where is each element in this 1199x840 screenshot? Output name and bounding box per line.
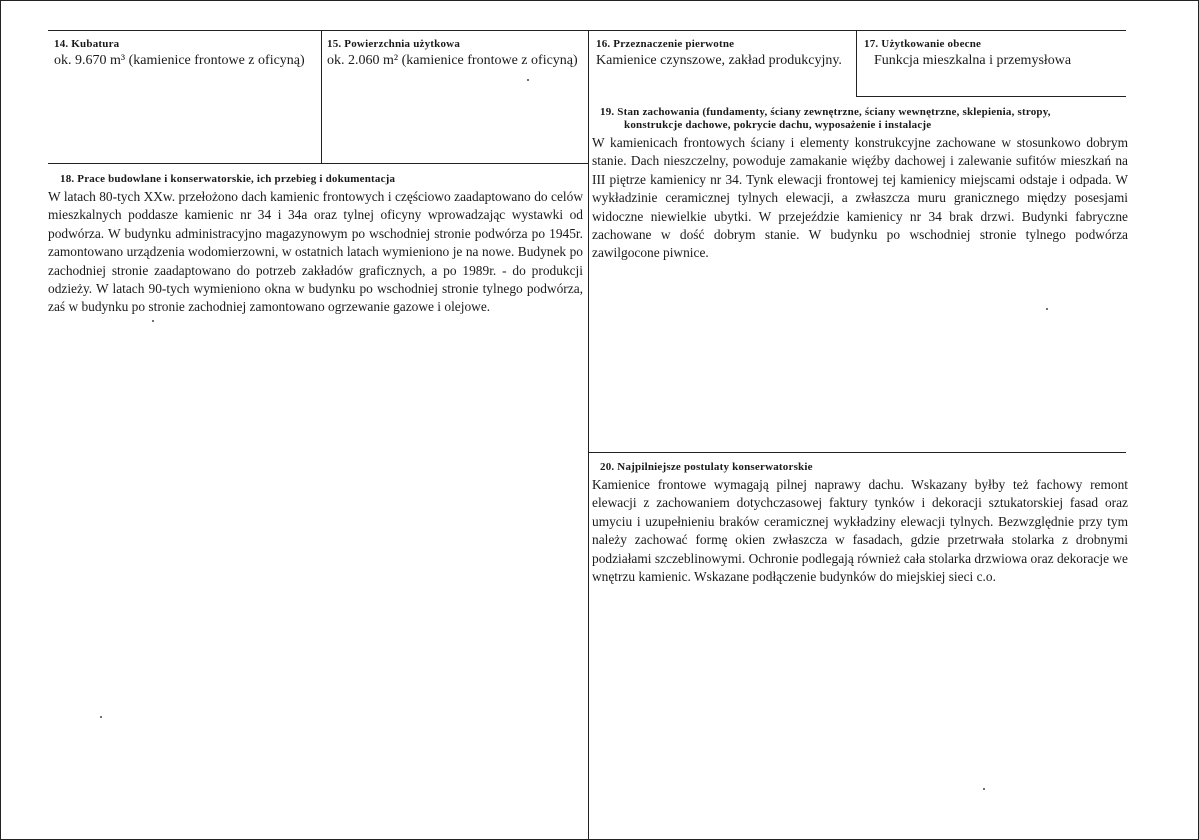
field-19-stan-zachowania [592, 106, 1128, 263]
divider-center [588, 30, 589, 840]
field-18-prace [48, 173, 583, 317]
field-16-value: Kamienice czynszowe, zakład produkcyjny. [596, 53, 842, 68]
field-20-heading: 20. Najpilniejsze postulaty konserwatorskie [600, 461, 813, 473]
field-18-heading: 18. Prace budowlane i konserwatorskie, ich przebieg i dokumentacja [60, 173, 396, 185]
field-19-heading-line1: 19. Stan zachowania (fundamenty, ściany zewnętrzne, ściany wewnętrzne, sklepienia, stropy, [600, 106, 1051, 118]
scan-speck [527, 79, 529, 81]
field-20-text: Kamienice frontowe wymagają pilnej naprawy dachu. Wskazany byłby też fachowy remont elewacji z zachowaniem dotychczasowej faktury tynków i dekoracji sztukatorskiej fasad oraz umyciu i uzupełnieniu braków ceramicznej wykładziny elewacji tylnych. Bezwzględnie przy tym należy zachować formę okien zwłaszcza w fasadach, gdzie przetrwała stolarka z drobnymi podziałami szczeblinowymi. Ochronie podlegają również cała stolarka drzwiowa oraz dekoracje we wnętrzu kamienic. Wskazane podłączenie budynków do miejskiej sieci c.o. [592, 477, 1128, 585]
field-19-heading-line2: konstrukcje dachowe, pokrycie dachu, wyposażenie i instalacje [624, 119, 932, 131]
rule-above-field-20 [589, 452, 1126, 453]
field-15-heading: 15. Powierzchnia użytkowa [327, 38, 461, 50]
field-18-text: W latach 80-tych XXw. przełożono dach kamienic frontowych i częściowo zaadaptowano do celów mieszkalnych poddasze kamienic nr 34 i 34a oraz tylnej oficyny wprowadzając wystawki od podwórza. W budynku administracyjno magazynowym po wschodniej stronie podwórza po 1945r. zamontowano urządzenia wodomierzowni, w ostatnich latach wymieniono je na nowe. Budynek po zachodniej stronie zaadaptowano do potrzeb zakładów graficznych, a po 1989r. - do produkcji odzieży. W latach 90-tych wymieniono okna w budynku po wschodniej stronie tylnego podwórza, zaś w budynku po stronie zachodniej zamontowano ogrzewanie gazowe i olejowe. [48, 189, 583, 315]
field-20-postulaty [592, 461, 1128, 586]
field-15-powierzchnia [327, 38, 585, 70]
field-14-value: ok. 9.670 m³ (kamienice frontowe z oficyną) [54, 53, 305, 68]
top-rule [48, 30, 1126, 31]
scan-speck [1046, 308, 1048, 310]
field-16-przeznaczenie [596, 38, 852, 70]
field-15-value: ok. 2.060 m² (kamienice frontowe z oficyną) [327, 53, 578, 68]
rule-under-field-17 [856, 96, 1126, 97]
scan-speck [100, 716, 102, 718]
field-17-heading: 17. Użytkowanie obecne [864, 38, 982, 50]
rule-above-field-18 [48, 163, 588, 164]
field-16-heading: 16. Przeznaczenie pierwotne [596, 38, 735, 50]
field-14-heading: 14. Kubatura [54, 38, 120, 50]
divider-17-left [856, 30, 857, 96]
field-19-text: W kamienicach frontowych ściany i elementy konstrukcyjne zachowane w stosunkowo dobrym stanie. Dach nieszczelny, powoduje zamakanie więźby dachowej i zalewanie sufitów mieszkań na III piętrze kamienicy nr 34. Tynk elewacji frontowej tej kamienicy miejscami odstaje i odpada. W wykładzinie ceramicznej tylnych elewacji, a zwłaszcza muru granicznego między posesjami widoczne niewielkie ubytki. W przejeździe kamienicy nr 34 brak drzwi. Budynki fabryczne zachowane w dość dobrym stanie. W budynku po wschodniej stronie tylnego podwórza zawilgocone piwnice. [592, 135, 1128, 261]
scan-speck [983, 788, 985, 790]
field-14-kubatura [54, 38, 316, 70]
scan-speck [152, 320, 154, 322]
field-17-value: Funkcja mieszkalna i przemysłowa [874, 53, 1072, 68]
divider-15-left [321, 30, 322, 163]
field-17-uzytkowanie [864, 38, 1122, 70]
